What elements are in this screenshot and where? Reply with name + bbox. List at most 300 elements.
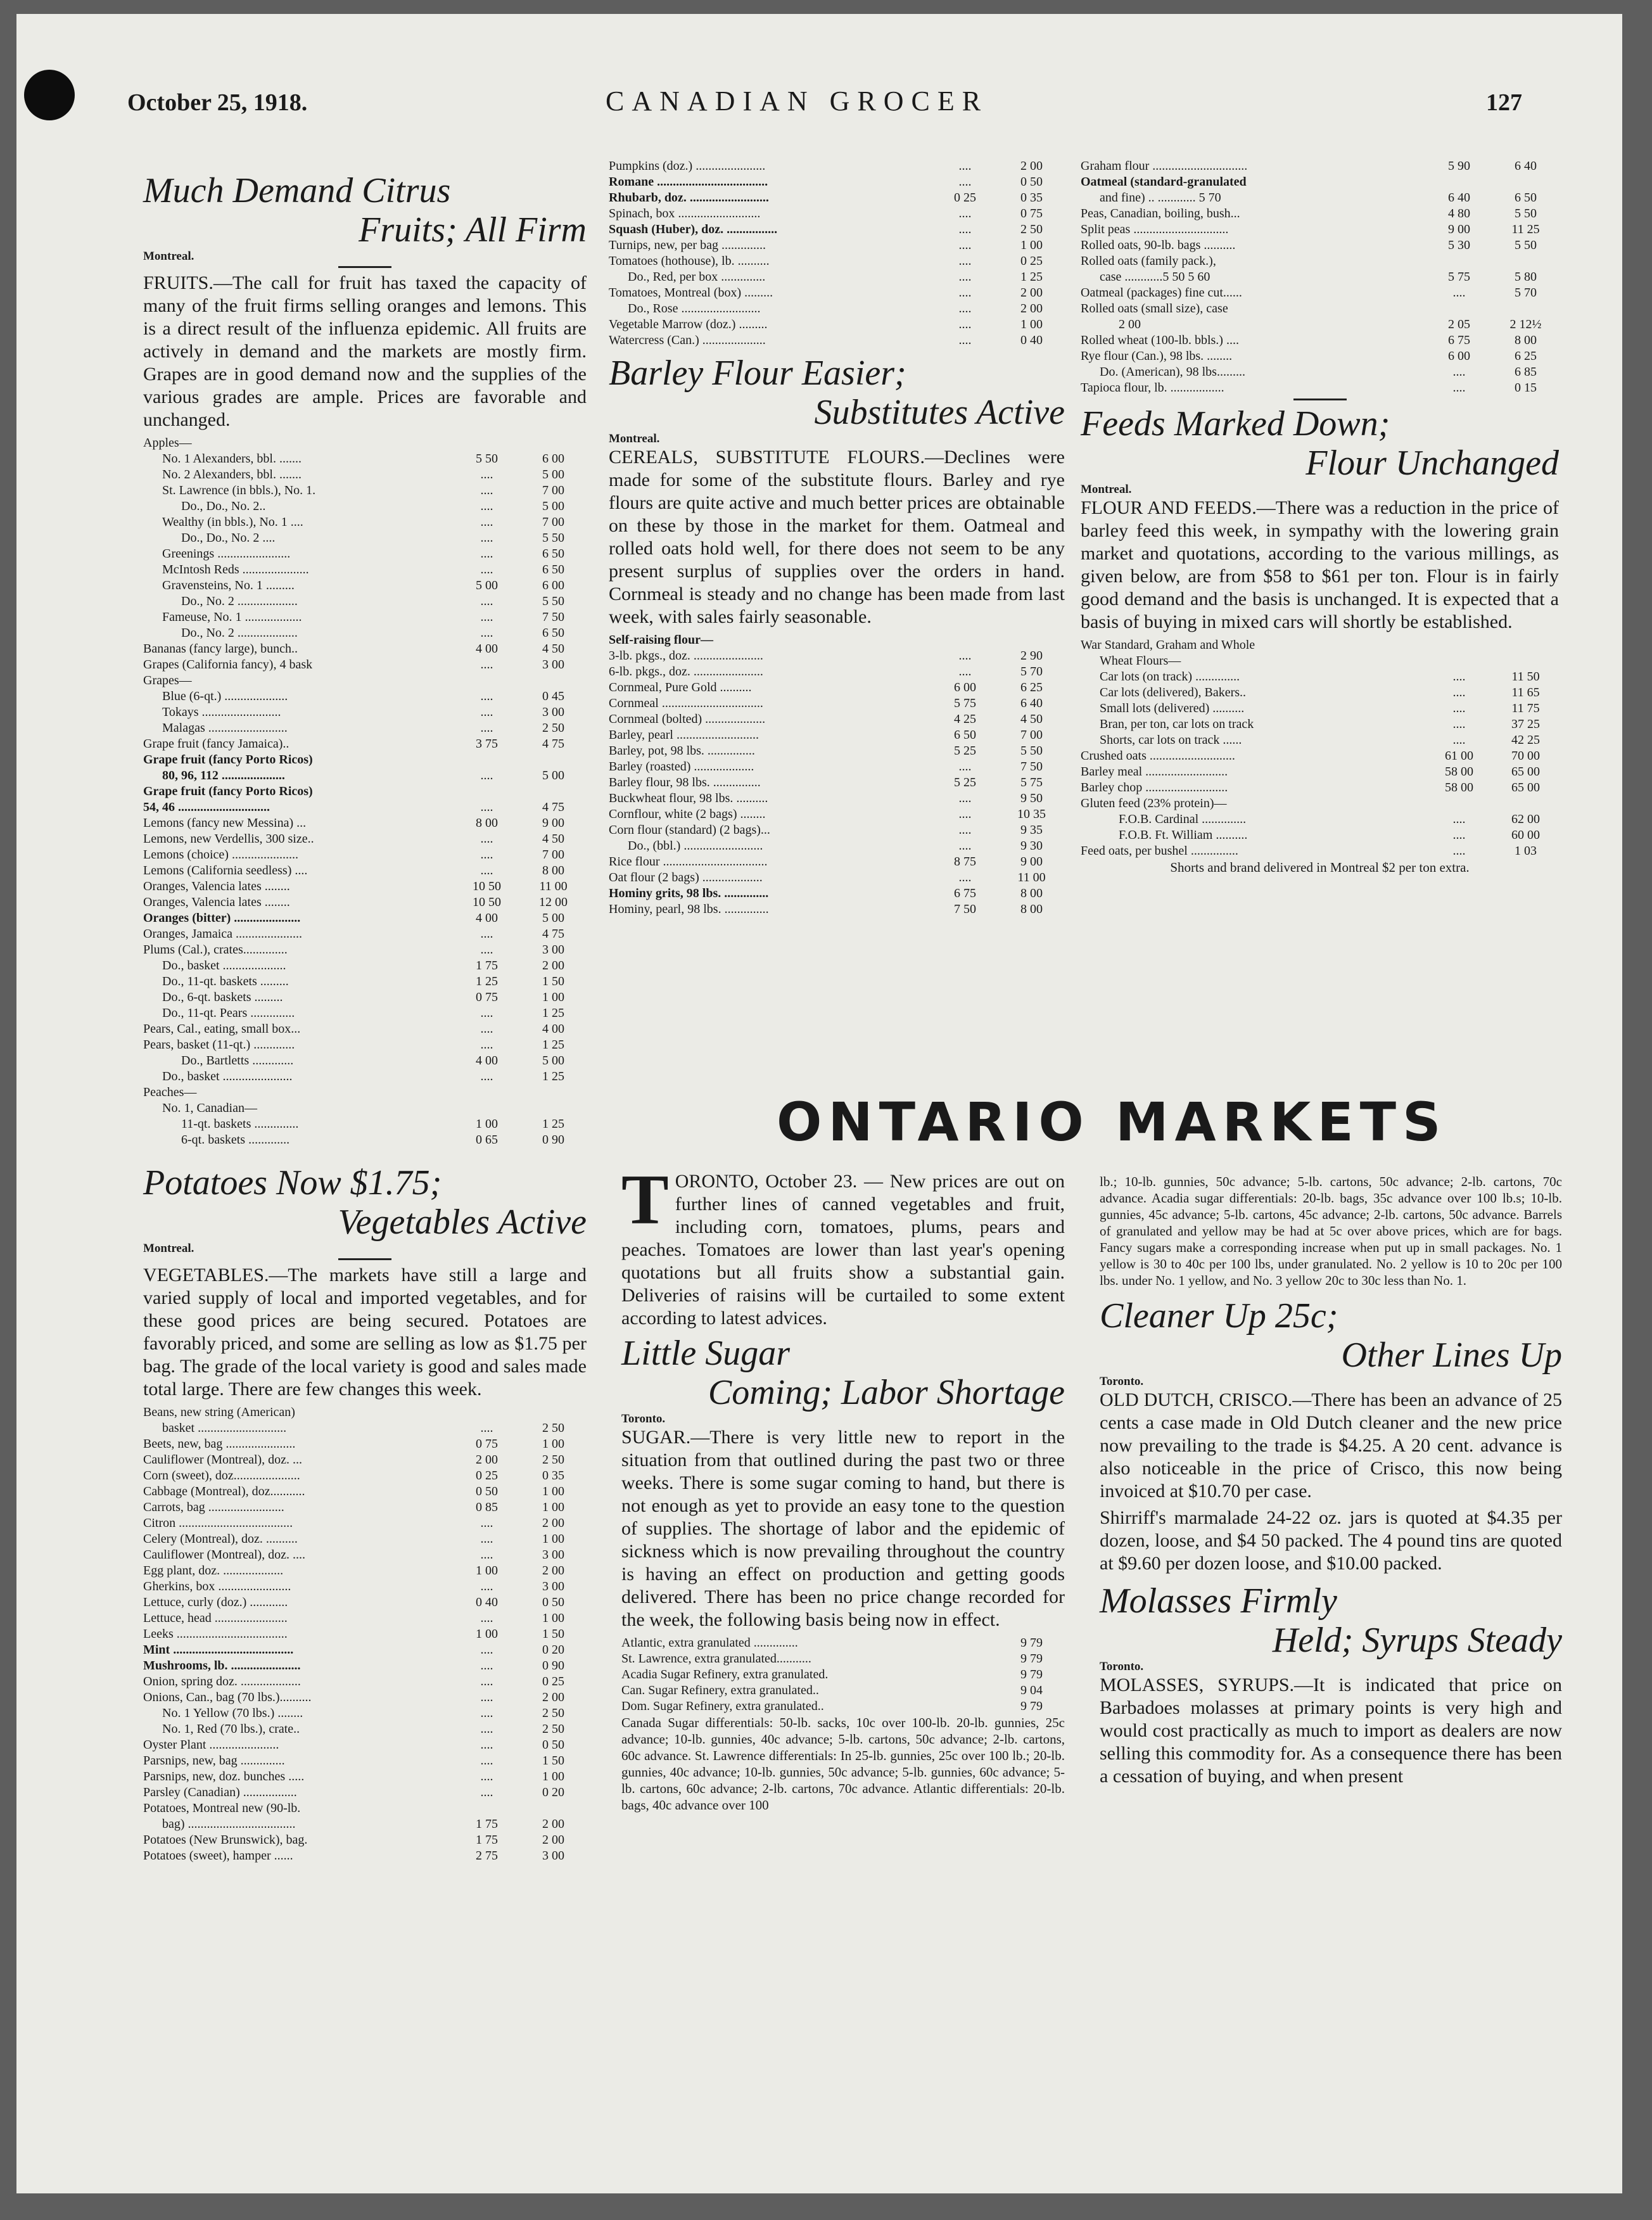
low-price: 4 25 (954, 712, 976, 726)
price-row (609, 269, 1065, 285)
low-price (454, 752, 520, 768)
low-price: .... (480, 1738, 493, 1752)
low-price (454, 1405, 520, 1420)
item-name: Parsnips, new, doz. bunches ..... (143, 1770, 305, 1783)
price-row (1081, 653, 1559, 669)
low-price: 1 25 (476, 974, 498, 988)
feed-price-table (1081, 637, 1559, 859)
price-row (1081, 301, 1559, 317)
low-price: .... (480, 769, 493, 782)
low-price: .... (958, 317, 972, 331)
high-price: 1 00 (1020, 317, 1043, 331)
issue-date: October 25, 1918. (127, 89, 308, 116)
high-price: 9 79 (1020, 1652, 1043, 1666)
sugar-headline-line-1: Little Sugar (621, 1334, 791, 1373)
item-name: Potatoes, Montreal new (90-lb. (143, 1801, 301, 1815)
price-row (143, 1452, 587, 1468)
low-price (1426, 796, 1492, 812)
price-row (609, 886, 1065, 902)
price-row (143, 1468, 587, 1484)
item-name: Can. Sugar Refinery, extra granulated.. (621, 1683, 819, 1697)
low-price: .... (480, 594, 493, 608)
item-name: 6-qt. baskets ............. (181, 1133, 290, 1147)
item-name: Bananas (fancy large), bunch.. (143, 642, 298, 656)
item-name: Cornflour, white (2 bags) ........ (609, 807, 766, 821)
barley-headline-line-2: Substitutes Active (814, 393, 1065, 432)
high-price: 4 75 (542, 737, 564, 751)
high-price: 1 00 (1020, 238, 1043, 252)
drop-cap: T (621, 1161, 669, 1239)
price-row (143, 1832, 587, 1848)
low-price: .... (480, 658, 493, 672)
low-price (454, 673, 520, 689)
low-price: .... (480, 483, 493, 497)
low-price: .... (480, 626, 493, 640)
price-row (143, 1500, 587, 1515)
barley-body: CEREALS, SUBSTITUTE FLOURS.—Declines were made for some of the substitute flours. Barley and rye flours are quite active and much better prices are obtainable on these by those in the market for them. Oatmeal and rolled oats hold well, for there does not seem to be any present surplus of supplies over the orders in hand. Cornmeal is steady and no change has been made from last week, with sales fairly seasonable. (609, 447, 1065, 627)
item-name: Car lots (delivered), Bakers.. (1100, 686, 1247, 699)
price-row (143, 1753, 587, 1769)
high-price: 9 50 (1020, 791, 1043, 805)
price-row (609, 206, 1065, 222)
price-row (143, 1737, 587, 1753)
item-name: Oranges, Jamaica ..................... (143, 927, 303, 941)
high-price (520, 1100, 587, 1116)
low-price: .... (480, 832, 493, 846)
high-price: 1 00 (542, 1500, 564, 1514)
low-price: .... (1452, 670, 1466, 684)
high-price (1492, 796, 1559, 812)
high-price (1492, 653, 1559, 669)
high-price: 1 50 (542, 1754, 564, 1768)
citrus-body: FRUITS.—The call for fruit has taxed the capacity of many of the fruit firms selling oranges and lemons. This is a direct result of the influenza epidemic. All fruits are actively in demand and the markets are mostly firm. Grapes are in good demand now and the supplies of the various grades are ample. Prices are favorable and unchanged. (143, 272, 587, 430)
price-row (609, 238, 1065, 253)
price-row (143, 720, 587, 736)
item-name: 2 00 (1119, 317, 1141, 331)
price-row (1081, 637, 1559, 653)
grain-price-table (1081, 158, 1559, 396)
item-name: bag) .................................. (162, 1817, 296, 1831)
item-name: Lemons (fancy new Messina) ... (143, 816, 307, 830)
low-price: 5 75 (1448, 270, 1470, 284)
price-row (143, 879, 587, 895)
cleaner-body-2: Shirriff's marmalade 24-22 oz. jars is quoted at $4.35 per dozen, loose, and $4 50 packed. The 4 pound tins are quoted at $9.60 per dozen loose, and $10.00 packed. (1100, 1507, 1562, 1574)
price-row (609, 696, 1065, 711)
high-price: 1 25 (1020, 270, 1043, 284)
price-row (143, 1595, 587, 1611)
sugar-differentials-continued: lb.; 10-lb. gunnies, 50c advance; 5-lb. cartons, 50c advance; 2-lb. cartons, 70c advance. Acadia sugar differentials: 20-lb. bags, 35c advance over 100 lb.s; 10-lb. gunnies, 45c advance; 5-lb. cartons, 45c advance; 2-lb. cartons, 50c advance. Barrels of granulated and yellow may be had at 5c over above prices, which are for bags. Fancy sugars make a corresponding increase when put up in small packages. No. 1 yellow is 30 to 40c per 100 lbs, under granulated. No. 2 yellow is 10 to 20c per 100 lbs. under No. 1 yellow, and No. 3 yellow 20c to 30c less than No. 1. (1100, 1174, 1562, 1288)
high-price: 2 00 (542, 1817, 564, 1831)
price-row (143, 641, 587, 657)
low-price: 8 00 (476, 816, 498, 830)
price-row (1081, 843, 1559, 859)
low-price: 4 00 (476, 911, 498, 925)
item-name: Peaches— (143, 1085, 197, 1099)
item-name: Acadia Sugar Refinery, extra granulated. (621, 1668, 829, 1681)
low-price (454, 1085, 520, 1100)
price-row (143, 483, 587, 499)
price-row (1081, 238, 1559, 253)
item-name: 3-lb. pkgs., doz. ...................... (609, 649, 763, 663)
item-name: Spinach, box .......................... (609, 207, 761, 220)
item-name: Grapes— (143, 673, 192, 687)
item-name: Lemons, new Verdellis, 300 size.. (143, 832, 314, 846)
high-price: 11 00 (539, 879, 568, 893)
low-price: 5 25 (954, 744, 976, 758)
item-name: Tapioca flour, lb. ................. (1081, 381, 1224, 395)
item-name: Feed oats, per bushel ............... (1081, 844, 1238, 858)
item-name: No. 1 Alexanders, bbl. ....... (162, 452, 302, 466)
low-price: .... (958, 649, 972, 663)
high-price: 5 80 (1515, 270, 1537, 284)
high-price: 65 00 (1511, 781, 1540, 794)
high-price (520, 1085, 587, 1100)
low-price: 5 00 (476, 578, 498, 592)
price-row (609, 158, 1065, 174)
low-price: 5 90 (1448, 159, 1470, 173)
high-price: 7 00 (542, 483, 564, 497)
sugar-headline-line-2: Coming; Labor Shortage (708, 1373, 1065, 1412)
high-price: 1 50 (542, 974, 564, 988)
high-price: 1 50 (542, 1627, 564, 1641)
low-price: 2 75 (476, 1849, 498, 1863)
price-row (143, 530, 587, 546)
price-row (143, 1484, 587, 1500)
item-name: Do., basket .................... (162, 959, 286, 973)
item-name: Pumpkins (doz.) ...................... (609, 159, 766, 173)
high-price: 0 90 (542, 1133, 564, 1147)
low-price (1426, 637, 1492, 653)
item-name: Barley, pearl .......................... (609, 728, 759, 742)
price-row (143, 1642, 587, 1658)
price-row (143, 705, 587, 720)
price-row (143, 942, 587, 958)
price-row (143, 1563, 587, 1579)
barley-section (609, 354, 1065, 917)
high-price: 3 00 (542, 1548, 564, 1562)
price-row (1081, 285, 1559, 301)
high-price (520, 1801, 587, 1816)
low-price: .... (480, 1421, 493, 1435)
low-price: .... (1452, 844, 1466, 858)
price-row (1081, 812, 1559, 827)
item-name: No. 1 Yellow (70 lbs.) ........ (162, 1706, 303, 1720)
high-price: 6 00 (542, 452, 564, 466)
item-name: Rolled oats, 90-lb. bags .......... (1081, 238, 1236, 252)
low-price: 1 00 (476, 1627, 498, 1641)
price-row (143, 1547, 587, 1563)
item-name: Rolled oats (family pack.), (1081, 254, 1216, 268)
high-price: 3 00 (542, 943, 564, 957)
high-price: 9 00 (1020, 855, 1043, 869)
low-price: .... (480, 689, 493, 703)
molasses-dateline: Toronto. (1100, 1660, 1144, 1673)
low-price: 7 50 (954, 902, 976, 916)
item-name: Onions, Can., bag (70 lbs.).......... (143, 1690, 312, 1704)
sugar-headline (621, 1334, 1065, 1412)
price-row (609, 285, 1065, 301)
low-price: .... (958, 286, 972, 300)
price-row (1081, 780, 1559, 796)
item-name: Egg plant, doz. ................... (143, 1564, 284, 1578)
low-price: 4 00 (476, 1054, 498, 1068)
high-price (1492, 301, 1559, 317)
low-price (932, 632, 998, 648)
item-name: 11-qt. baskets .............. (181, 1117, 299, 1131)
low-price (454, 1801, 520, 1816)
price-row (621, 1635, 1065, 1651)
high-price: 0 25 (542, 1675, 564, 1688)
sugar-dateline: Toronto. (621, 1412, 666, 1426)
high-price (520, 673, 587, 689)
item-name: Parsnips, new, bag .............. (143, 1754, 285, 1768)
cleaner-headline-line-2: Other Lines Up (1341, 1336, 1562, 1375)
price-row (143, 768, 587, 784)
low-price: .... (480, 1006, 493, 1020)
item-name: St. Lawrence (in bbls.), No. 1. (162, 483, 316, 497)
price-row (143, 499, 587, 514)
item-name: Squash (Huber), doz. ................ (609, 222, 778, 236)
item-name: Small lots (delivered) .......... (1100, 701, 1245, 715)
low-price: .... (480, 1548, 493, 1562)
low-price (932, 1667, 998, 1683)
item-name: Rhubarb, doz. ......................... (609, 191, 769, 205)
high-price: 6 25 (1515, 349, 1537, 363)
molasses-body: MOLASSES, SYRUPS.—It is indicated that price on Barbadoes molasses at primary points is very high and would cost practically as much to import as dealers are now selling this commodity for. As a consequence there has been a cessation of buying, and when present (1100, 1675, 1562, 1787)
price-row (143, 1848, 587, 1864)
low-price: 10 50 (473, 895, 501, 909)
low-price: .... (480, 547, 493, 561)
high-price: 9 35 (1020, 823, 1043, 837)
high-price: 10 35 (1017, 807, 1046, 821)
high-price: 4 00 (542, 1022, 564, 1036)
item-name: Cauliflower (Montreal), doz. .... (143, 1548, 306, 1562)
price-row (143, 784, 587, 800)
high-price: 0 50 (542, 1595, 564, 1609)
sugar-price-table (621, 1635, 1065, 1714)
high-price: 9 04 (1020, 1683, 1043, 1697)
item-name: Apples— (143, 436, 192, 450)
item-name: Do., basket ...................... (162, 1069, 293, 1083)
low-price: .... (1452, 381, 1466, 395)
high-price: 1 03 (1515, 844, 1537, 858)
citrus-section (143, 171, 587, 1148)
high-price: 9 79 (1020, 1699, 1043, 1713)
item-name: Lettuce, head ....................... (143, 1611, 288, 1625)
item-name: Grapes (California fancy), 4 bask (143, 658, 313, 672)
feeds-section (1081, 404, 1559, 876)
item-name: Grape fruit (fancy Jamaica).. (143, 737, 289, 751)
price-row (1081, 317, 1559, 333)
high-price: 2 00 (1020, 302, 1043, 316)
high-price: 1 25 (542, 1117, 564, 1131)
low-price: .... (1452, 828, 1466, 842)
sugar-differentials: Canada Sugar differentials: 50-lb. sacks, 10c over 100-lb. 20-lb. gunnies, 25c advance; 10-lb. gunnies, 40c advance; 5-lb. cartons, 50c advance; 2-lb. cartons, 60c advance. St. Lawrence differentials: In 25-lb. gunnies, 25c over 100 lb.; 20-lb. gunnies, 40c advance; 10-lb. gunnies, 50c advance; 5-lb. gunnies, 60c advance; 5-lb. cartons, 60c advance; 2-lb. cartons, 70c advance. Atlantic differentials: 20-lb. bags, 40c advance over 100 (621, 1715, 1065, 1813)
molasses-section (1100, 1581, 1562, 1788)
low-price: .... (480, 705, 493, 719)
item-name: basket ............................ (162, 1421, 287, 1435)
price-row (609, 775, 1065, 791)
item-name: Parsley (Canadian) ................. (143, 1785, 297, 1799)
item-name: Self-raising flour— (609, 633, 713, 647)
price-row (609, 222, 1065, 238)
high-price: 11 25 (1511, 222, 1540, 236)
price-row (609, 190, 1065, 206)
high-price: 1 00 (542, 990, 564, 1004)
item-name: Barley (roasted) ................... (609, 760, 754, 774)
high-price: 8 00 (1020, 902, 1043, 916)
price-row (143, 926, 587, 942)
high-price: 1 25 (542, 1038, 564, 1052)
price-row (1081, 364, 1559, 380)
price-row (1081, 348, 1559, 364)
item-name: 54, 46 ............................. (143, 800, 270, 814)
low-price: .... (480, 864, 493, 877)
price-row (143, 562, 587, 578)
item-name: Oatmeal (packages) fine cut...... (1081, 286, 1242, 300)
cleaner-body-1: OLD DUTCH, CRISCO.—There has been an advance of 25 cents a case made in Old Dutch cleaner and the new price now prevailing to the trade is $4.25. A 20 cent. advance is also noticeable in the price of Crisco, this now being invoiced at $10.70 per case. (1100, 1389, 1562, 1502)
low-price: .... (480, 721, 493, 735)
low-price: .... (480, 1659, 493, 1673)
high-price: 6 40 (1020, 696, 1043, 710)
high-price: 5 75 (1020, 775, 1043, 789)
item-name: Pears, Cal., eating, small box... (143, 1022, 301, 1036)
high-price: 9 00 (542, 816, 564, 830)
item-name: Corn (sweet), doz..................... (143, 1469, 300, 1483)
vegetable-price-table-continued (609, 158, 1065, 348)
high-price: 2 12½ (1509, 317, 1542, 331)
high-price: 5 00 (542, 769, 564, 782)
price-row (1081, 158, 1559, 174)
low-price: 5 30 (1448, 238, 1470, 252)
feeds-dateline: Montreal. (1081, 483, 1132, 496)
item-name: Barley meal .......................... (1081, 765, 1228, 779)
item-name: Tomatoes, Montreal (box) ......... (609, 286, 773, 300)
high-price: 4 75 (542, 800, 564, 814)
high-price: 11 00 (1017, 871, 1046, 884)
price-row (143, 673, 587, 689)
molasses-headline-line-1: Molasses Firmly (1100, 1581, 1337, 1621)
price-row (143, 1053, 587, 1069)
low-price (932, 1699, 998, 1714)
item-name: No. 1, Red (70 lbs.), crate.. (162, 1722, 300, 1736)
item-name: Beans, new string (American) (143, 1405, 295, 1419)
citrus-headline (143, 171, 587, 250)
cleaner-dateline: Toronto. (1100, 1375, 1144, 1388)
low-price: .... (958, 791, 972, 805)
item-name: Shorts, car lots on track ...... (1100, 733, 1242, 747)
low-price: 10 50 (473, 879, 501, 893)
high-price: 8 00 (542, 864, 564, 877)
item-name: Gluten feed (23% protein)— (1081, 796, 1227, 810)
potatoes-section (143, 1163, 587, 1864)
price-row (1081, 669, 1559, 685)
low-price: 0 75 (476, 990, 498, 1004)
price-row (143, 1769, 587, 1785)
low-price: .... (480, 927, 493, 941)
item-name: No. 2 Alexanders, bbl. ....... (162, 468, 302, 482)
price-row (143, 800, 587, 815)
price-row (609, 711, 1065, 727)
price-row (1081, 222, 1559, 238)
potatoes-headline (143, 1163, 587, 1242)
vegetable-price-table (143, 1405, 587, 1864)
high-price: 11 75 (1511, 701, 1540, 715)
price-row (143, 1420, 587, 1436)
low-price: .... (480, 1690, 493, 1704)
feeds-body: FLOUR AND FEEDS.—There was a reduction in the price of barley feed this week, in sympathy with the lowering grain market and quotations, according to the various millings, as given below, are from $58 to $61 per ton. Flour is in fairly good demand and the basis is unchanged. It is expected that a basis of buying in mixed cars will shortly be established. (1081, 497, 1559, 632)
item-name: Rolled oats (small size), case (1081, 302, 1228, 316)
item-name: Cornmeal ................................ (609, 696, 763, 710)
price-row (1081, 764, 1559, 780)
low-price (1426, 253, 1492, 269)
item-name: Do., (bbl.) ......................... (628, 839, 763, 853)
low-price: .... (480, 943, 493, 957)
item-name: Wheat Flours— (1100, 654, 1181, 668)
high-price (520, 752, 587, 768)
high-price: 5 70 (1515, 286, 1537, 300)
item-name: Oranges, Valencia lates ........ (143, 879, 290, 893)
item-name: Oatmeal (standard-granulated (1081, 175, 1247, 189)
low-price (1426, 174, 1492, 190)
feeds-headline-line-2: Flour Unchanged (1306, 443, 1559, 483)
divider (1293, 399, 1347, 400)
low-price: .... (1452, 701, 1466, 715)
high-price: 7 50 (1020, 760, 1043, 774)
low-price: .... (958, 333, 972, 347)
price-row (609, 759, 1065, 775)
low-price (1426, 301, 1492, 317)
low-price: 0 85 (476, 1500, 498, 1514)
price-row (621, 1683, 1065, 1699)
low-price: .... (480, 1022, 493, 1036)
item-name: Citron .................................... (143, 1516, 293, 1530)
price-row (143, 958, 587, 974)
price-row (609, 902, 1065, 917)
item-name: Barley, pot, 98 lbs. ............... (609, 744, 755, 758)
low-price: 6 00 (954, 680, 976, 694)
citrus-price-table (143, 435, 587, 1148)
sugar-body: SUGAR.—There is very little new to report in the situation from that outlined during the past two or three weeks. There is some sugar coming to hand, but there is not enough as yet to provide an easy tone to the question of supplies. The shortage of labor and the epidemic of sickness which is now prevailing throughout the country is having an effect on production and getting goods delivered. There has been no price change recorded for the week, the following basis being now in effect. (621, 1427, 1065, 1630)
high-price: 2 00 (542, 1516, 564, 1530)
low-price: 6 40 (1448, 191, 1470, 205)
item-name: Tomatoes (hothouse), lb. .......... (609, 254, 770, 268)
item-name: Lettuce, curly (doz.) ............ (143, 1595, 288, 1609)
high-price (520, 784, 587, 800)
punch-hole (24, 70, 75, 120)
price-row (143, 594, 587, 609)
item-name: Hominy, pearl, 98 lbs. .............. (609, 902, 769, 916)
price-row (143, 1785, 587, 1801)
high-price: 5 00 (542, 1054, 564, 1068)
high-price: 6 50 (542, 563, 564, 577)
item-name: Gherkins, box ....................... (143, 1579, 291, 1593)
price-row (143, 863, 587, 879)
item-name: Watercress (Can.) .................... (609, 333, 766, 347)
high-price: 0 35 (1020, 191, 1043, 205)
item-name: Oranges, Valencia lates ........ (143, 895, 290, 909)
item-name: Beets, new, bag ...................... (143, 1437, 296, 1451)
low-price: 5 75 (954, 696, 976, 710)
price-row (143, 1085, 587, 1100)
item-name: 80, 96, 112 .................... (162, 769, 285, 782)
low-price: .... (480, 1722, 493, 1736)
price-row (143, 1436, 587, 1452)
low-price: .... (958, 760, 972, 774)
low-price: .... (1452, 286, 1466, 300)
low-price: 1 00 (476, 1117, 498, 1131)
price-row (1081, 269, 1559, 285)
